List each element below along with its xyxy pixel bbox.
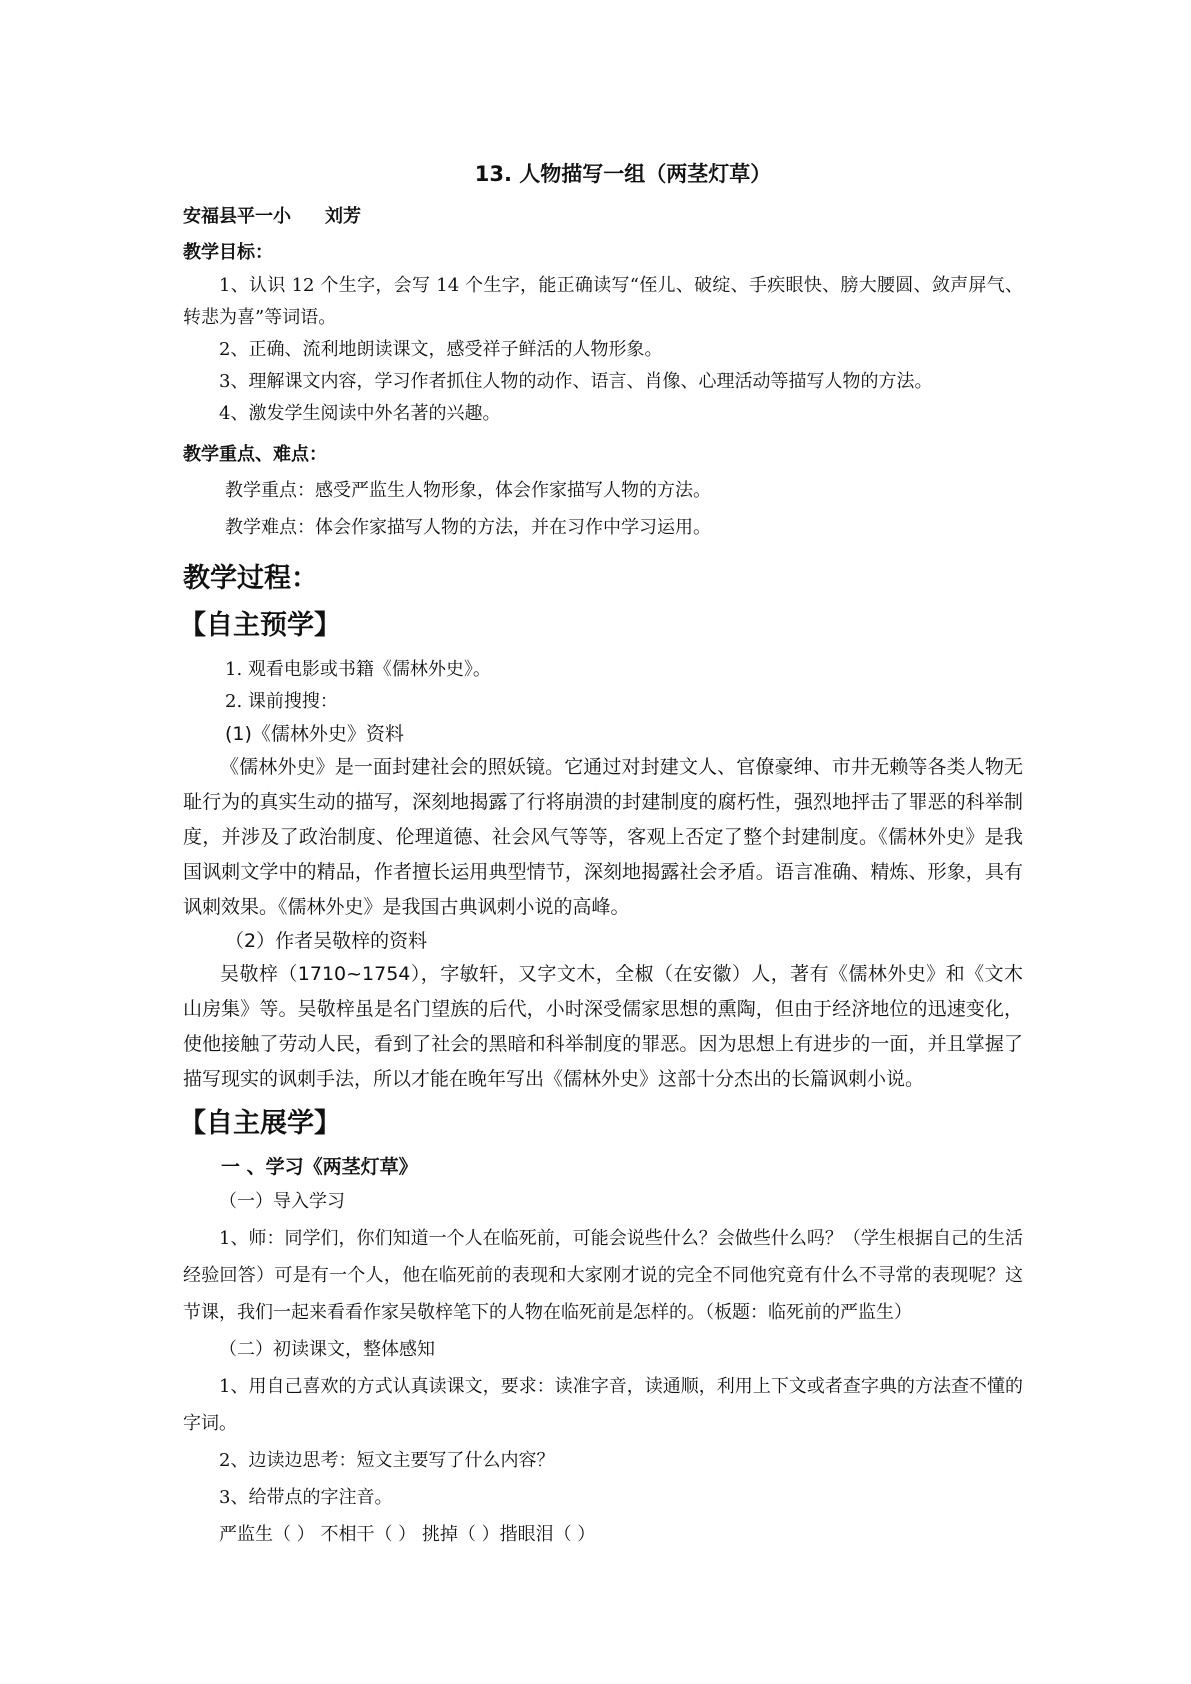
teaching-focus: 教学重点：感受严监生人物形象，体会作家描写人物的方法。	[225, 480, 711, 501]
author-description: 吴敬梓（1710~1754），字敏轩，又字文木，全椒（在安徽）人，著有《儒林外史》和《文木山房集》等。吴敬梓虽是名门望族的后代，小时深受儒家思想的熏陶，但由于经济地位的迅速变化，使他接触了劳动人民，看到了社会的黑暗和科举制度的罪恶。因为思想上有进步的一面，并且掌握了描写现实的讽刺手法，所以才能在晚年写出《儒林外史》这部十分杰出的长篇讽刺小说。	[183, 963, 1023, 1090]
author-name: 刘芳	[325, 206, 361, 227]
study-part-2: （二）初读课文，整体感知	[219, 1339, 435, 1360]
intro-paragraph: 1、师：同学们，你们知道一个人在临死前，可能会说些什么？会做些什么吗？（学生根据自己的生活经验回答）可是有一个人，他在临死前的表现和大家刚才说的完全不同他究竟有什么不寻常的表现呢？这节课，我们一起来看看作家吴敬梓笔下的人物在临死前是怎样的。（板题：临死前的严监生）	[183, 1228, 1023, 1323]
preview-sub-2: （2）作者吴敬梓的资料	[225, 930, 428, 952]
process-heading: 教学过程：	[183, 563, 318, 594]
lesson-title: 13. 人物描写一组（两茎灯草）	[474, 162, 772, 186]
reading-task-2: 2、边读边思考：短文主要写了什么内容？	[219, 1450, 555, 1471]
teaching-difficulty: 教学难点：体会作家描写人物的方法，并在习作中学习运用。	[225, 517, 711, 538]
author-school: 安福县平一小	[183, 206, 291, 227]
objective-item: 2、正确、流利地朗读课文，感受祥子鲜活的人物形象。	[219, 339, 663, 360]
reading-task-3: 3、给带点的字注音。	[219, 1487, 393, 1508]
document-body	[179, 158, 1023, 1553]
preview-item-1: 1. 观看电影或书籍《儒林外史》。	[225, 659, 491, 680]
keypoints-label: 教学重点、难点：	[183, 444, 327, 465]
author-line	[183, 202, 1023, 228]
preview-item-2: 2. 课前搜搜：	[225, 691, 338, 712]
objective-item: 1、认识 12 个生字，会写 14 个生字，能正确读写“侄儿、破绽、手疾眼快、膀大腰圆、敛声屏气、转悲为喜”等词语。	[183, 275, 1023, 328]
study-section-1: 一 、学习《两茎灯草》	[221, 1156, 418, 1178]
study-heading: 【自主展学】	[179, 1108, 341, 1139]
rulin-description: 《儒林外史》是一面封建社会的照妖镜。它通过对封建文人、官僚豪绅、市井无赖等各类人物无耻行为的真实生动的描写，深刻地揭露了行将崩溃的封建制度的腐朽性，强烈地抨击了罪恶的科举制度，并涉及了政治制度、伦理道德、社会风气等等，客观上否定了整个封建制度。《儒林外史》是我国讽刺文学中的精品，作者擅长运用典型情节，深刻地揭露社会矛盾。语言准确、精炼、形象，具有讽刺效果。《儒林外史》是我国古典讽刺小说的高峰。	[183, 756, 1023, 918]
preview-sub-1: (1)《儒林外史》资料	[225, 723, 404, 745]
objective-item: 4、激发学生阅读中外名著的兴趣。	[219, 403, 501, 424]
objectives-label: 教学目标：	[183, 242, 273, 263]
preview-heading: 【自主预学】	[179, 610, 341, 641]
objective-item: 3、理解课文内容，学习作者抓住人物的动作、语言、肖像、心理活动等描写人物的方法。	[219, 371, 933, 392]
pinyin-words: 严监生（ ） 不相干（ ） 挑掉（ ）揩眼泪（ ）	[219, 1524, 596, 1545]
study-part-1: （一）导入学习	[219, 1191, 345, 1212]
reading-task-1: 1、用自己喜欢的方式认真读课文，要求：读准字音，读通顺，利用上下文或者查字典的方法查不懂的字词。	[183, 1376, 1023, 1434]
